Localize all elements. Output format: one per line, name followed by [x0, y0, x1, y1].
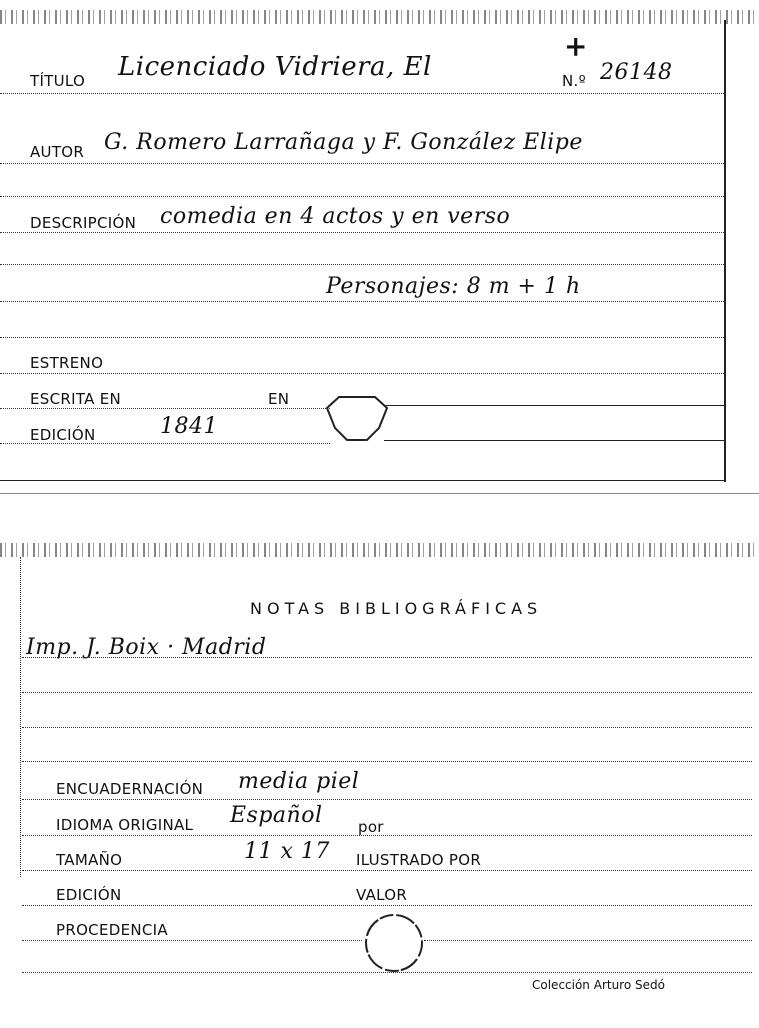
por-label: por [358, 818, 384, 836]
rule [0, 408, 330, 409]
edicion-label: EDICIÓN [30, 426, 96, 444]
ilustrado-label: ILUSTRADO POR [356, 851, 482, 869]
encuadernacion-label: ENCUADERNACIÓN [56, 780, 204, 798]
encuadernacion-value: media piel [238, 769, 360, 794]
rule [22, 727, 752, 728]
valor-label: VALOR [356, 886, 408, 904]
catalog-card-top [0, 0, 759, 495]
card-left-edge [20, 557, 21, 877]
card-right-edge [724, 20, 726, 482]
en-label: EN [268, 390, 290, 408]
autor-label: AUTOR [30, 143, 85, 161]
estreno-label: ESTRENO [30, 354, 104, 372]
rule [22, 870, 752, 871]
rule [22, 972, 752, 973]
numero-label: N.º [562, 72, 586, 90]
procedencia-label: PROCEDENCIA [56, 921, 168, 939]
rule [22, 835, 752, 836]
rule [0, 301, 724, 302]
rule [22, 761, 752, 762]
rule [22, 940, 362, 941]
scan-noise-top [0, 10, 759, 24]
rule [384, 440, 724, 441]
descripcion-value: comedia en 4 actos y en verso [160, 204, 511, 229]
tamano-value: 11 x 17 [244, 839, 330, 864]
rule [424, 940, 752, 941]
edicion2-label: EDICIÓN [56, 886, 122, 904]
tamano-label: TAMAÑO [56, 851, 123, 869]
notas-value: Imp. J. Boix · Madrid [26, 635, 267, 660]
rule [0, 493, 759, 494]
punch-hole-bottom [362, 911, 426, 975]
rule [0, 163, 724, 164]
notas-title: NOTAS BIBLIOGRÁFICAS [250, 599, 543, 618]
rule [0, 480, 724, 481]
rule [0, 232, 724, 233]
personajes-value: Personajes: 8 m + 1 h [326, 274, 581, 299]
rule [0, 196, 724, 197]
rule [22, 692, 752, 693]
titulo-label: TÍTULO [30, 72, 86, 90]
rule [0, 443, 330, 444]
rule [0, 93, 724, 94]
autor-value: G. Romero Larrañaga y F. González Elipe [104, 130, 583, 155]
rule [22, 799, 752, 800]
cross-mark: + [564, 30, 588, 63]
titulo-value: Licenciado Vidriera, El [118, 52, 432, 82]
scan-noise-bottom [0, 543, 759, 557]
edicion-value: 1841 [160, 414, 218, 439]
idioma-value: Español [230, 803, 323, 828]
rule [0, 264, 724, 265]
rule [22, 657, 752, 658]
numero-value: 26148 [600, 60, 673, 85]
rule [384, 405, 724, 406]
punch-hole-top [324, 394, 390, 444]
idioma-label: IDIOMA ORIGINAL [56, 816, 194, 834]
escrita-label: ESCRITA EN [30, 390, 122, 408]
catalog-card-bottom [0, 535, 759, 1025]
rule [0, 337, 724, 338]
rule [0, 373, 724, 374]
rule [22, 905, 752, 906]
coleccion-credit: Colección Arturo Sedó [532, 978, 665, 992]
descripcion-label: DESCRIPCIÓN [30, 214, 137, 232]
